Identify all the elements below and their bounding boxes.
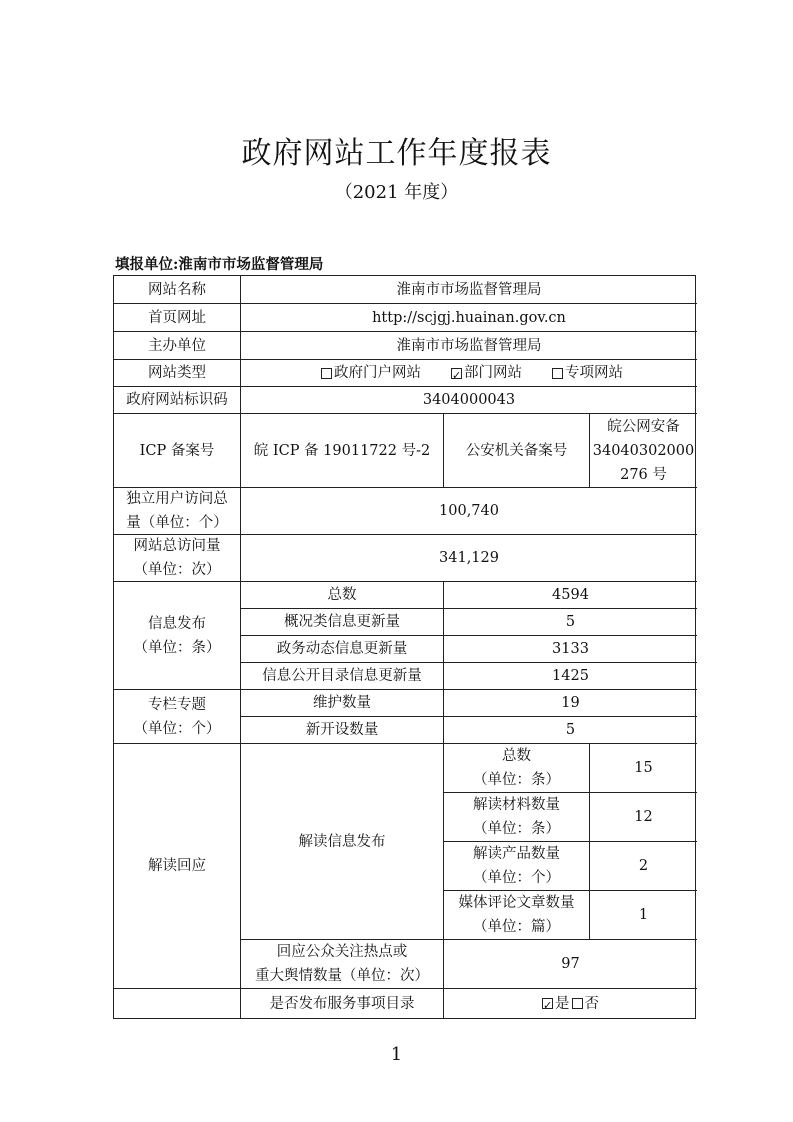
- info-overview-value: 5: [444, 609, 697, 636]
- site-name-value: 淮南市市场监督管理局: [241, 276, 697, 304]
- total-visits-label: 网站总访问量 （单位：次）: [114, 535, 241, 582]
- column-new-label: 新开设数量: [241, 717, 444, 744]
- option-special: 专项网站: [546, 361, 623, 385]
- icp-label: ICP 备案号: [114, 414, 241, 488]
- police-record-label: 公安机关备案号: [444, 414, 590, 488]
- homepage-value: http://scjgj.huainan.gov.cn: [241, 304, 697, 332]
- column-new-value: 5: [444, 717, 697, 744]
- interpret-media-value: 1: [590, 891, 697, 940]
- column-maintain-value: 19: [444, 690, 697, 717]
- unique-visitors-label: 独立用户访问总 量（单位：个）: [114, 488, 241, 535]
- column-topics-label: 专栏专题 （单位：个）: [114, 690, 241, 744]
- interpret-products-label: 解读产品数量 （单位：个）: [444, 842, 590, 891]
- service-no: 否: [584, 995, 599, 1012]
- info-release-label: 信息发布 （单位：条）: [114, 582, 241, 690]
- interpret-total-value: 15: [590, 744, 697, 793]
- interpret-media-label: 媒体评论文章数量 （单位：篇）: [444, 891, 590, 940]
- option-department: ✓ 部门网站: [445, 361, 522, 385]
- service-empty-cell: [114, 989, 241, 1018]
- sponsor-value: 淮南市市场监督管理局: [241, 332, 697, 360]
- info-total-label: 总数: [241, 582, 444, 609]
- checkbox-special-icon: [552, 368, 563, 379]
- total-visits-value: 341,129: [241, 535, 697, 582]
- sponsor-label: 主办单位: [114, 332, 241, 360]
- site-type-label: 网站类型: [114, 360, 241, 387]
- page-number: 1: [390, 1044, 403, 1065]
- info-total-value: 4594: [444, 582, 697, 609]
- info-catalog-value: 1425: [444, 663, 697, 690]
- interpret-release-label: 解读信息发布: [241, 744, 444, 940]
- hotspot-response-label: 回应公众关注热点或 重大舆情数量（单位：次）: [241, 940, 444, 989]
- service-yes: 是: [555, 995, 570, 1012]
- icp-value: 皖 ICP 备 19011722 号-2: [241, 414, 444, 488]
- info-news-label: 政务动态信息更新量: [241, 636, 444, 663]
- report-table: [113, 275, 696, 1019]
- filler-unit: 填报单位:淮南市市场监督管理局: [115, 256, 324, 273]
- interpret-materials-value: 12: [590, 793, 697, 842]
- site-type-options: [241, 360, 697, 387]
- police-record-value: 皖公网安备 34040302000 276 号: [590, 414, 697, 488]
- hotspot-response-value: 97: [444, 940, 697, 989]
- homepage-label: 首页网址: [114, 304, 241, 332]
- info-catalog-label: 信息公开目录信息更新量: [241, 663, 444, 690]
- site-name-label: 网站名称: [114, 276, 241, 304]
- checkbox-portal-icon: [321, 368, 332, 379]
- report-year: （2021 年度）: [334, 182, 459, 203]
- option-portal: 政府门户网站: [315, 361, 421, 385]
- checkbox-department-checked-icon: [451, 368, 462, 379]
- checkbox-no-icon: [572, 998, 583, 1009]
- unique-visitors-value: 100,740: [241, 488, 697, 535]
- site-id-label: 政府网站标识码: [114, 387, 241, 414]
- page-title: 政府网站工作年度报表: [241, 136, 552, 171]
- interpret-materials-label: 解读材料数量 （单位：条）: [444, 793, 590, 842]
- checkbox-yes-checked-icon: [542, 998, 553, 1009]
- info-overview-label: 概况类信息更新量: [241, 609, 444, 636]
- service-catalog-options: [444, 989, 697, 1018]
- column-maintain-label: 维护数量: [241, 690, 444, 717]
- site-id-value: 3404000043: [241, 387, 697, 414]
- info-news-value: 3133: [444, 636, 697, 663]
- interpret-products-value: 2: [590, 842, 697, 891]
- interpret-total-label: 总数 （单位：条）: [444, 744, 590, 793]
- interpret-respond-label: 解读回应: [114, 744, 241, 989]
- service-catalog-label: 是否发布服务事项目录: [241, 989, 444, 1018]
